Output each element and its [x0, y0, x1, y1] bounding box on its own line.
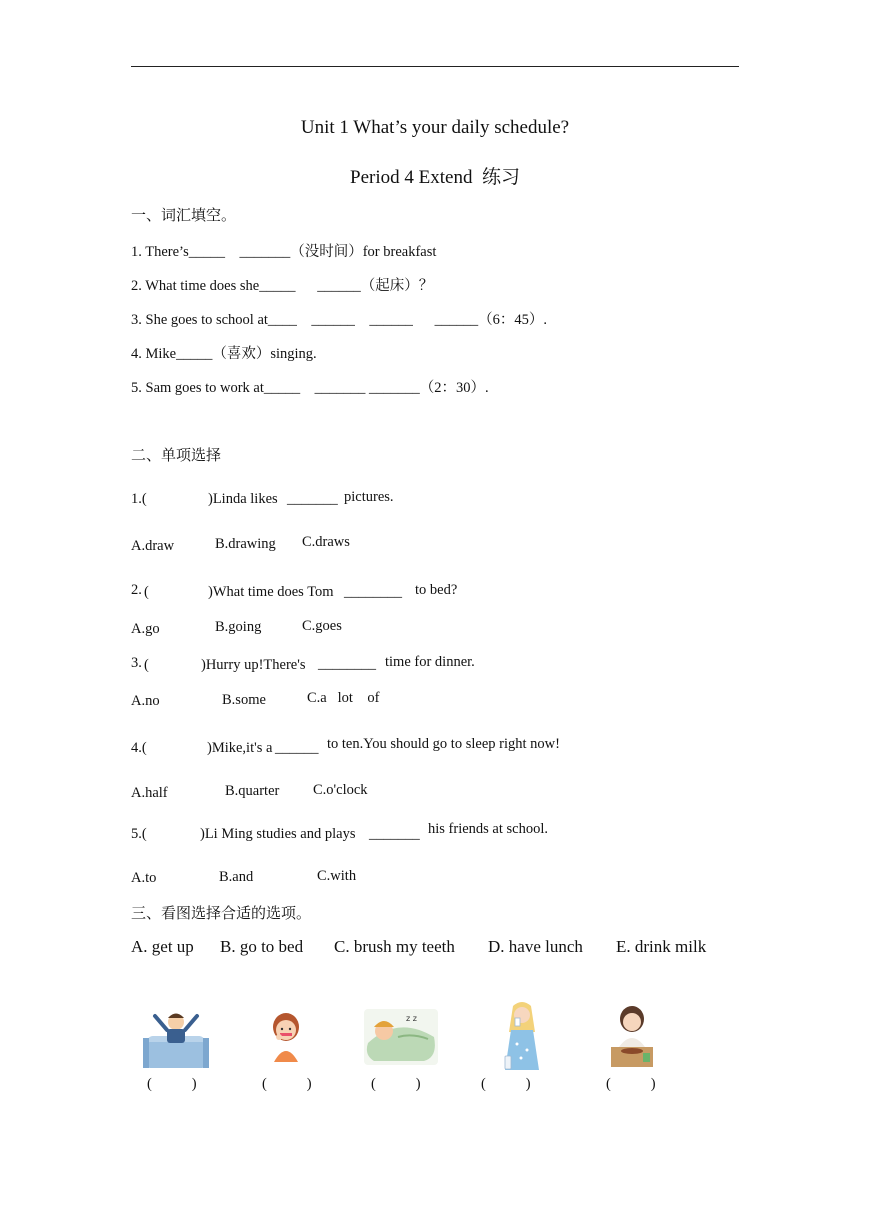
picture-5-answer-paren[interactable]: ( ): [606, 1076, 656, 1092]
choice-b: B. go to bed: [220, 937, 304, 956]
section3-heading: 三、看图选择合适的选项。: [131, 904, 312, 922]
choice-d: D. have lunch: [488, 937, 583, 956]
question-4-option-b: B.quarter: [225, 783, 280, 799]
header-rule: [131, 66, 739, 67]
question-1-blank: _______: [287, 491, 338, 507]
picture-2-answer-paren[interactable]: ( ): [262, 1076, 312, 1092]
picture-4-answer-paren[interactable]: ( ): [481, 1076, 531, 1092]
question-2-option-a: A.go: [131, 621, 160, 637]
question-1-option-a: A.draw: [131, 538, 175, 554]
picture-1-answer-paren[interactable]: ( ): [147, 1076, 197, 1092]
page-title: Unit 1 What’s your daily schedule?: [300, 117, 570, 138]
question-3-option-a: A.no: [131, 693, 160, 709]
choice-e: E. drink milk: [616, 937, 707, 956]
eating-lunch-picture: [607, 1003, 657, 1069]
question-1-number: 1.(: [131, 491, 147, 507]
fill-item-1: 1. There’s_____ _______（没时间）for breakfast: [131, 244, 437, 260]
section1-heading: 一、词汇填空。: [131, 206, 237, 224]
question-3-stem-end: time for dinner.: [385, 654, 475, 670]
question-3-option-b: B.some: [222, 692, 266, 708]
question-5-option-a: A.to: [131, 870, 157, 886]
choice-c: C. brush my teeth: [334, 937, 455, 956]
svg-text:z z: z z: [406, 1014, 417, 1023]
fill-item-2: 2. What time does she_____ ______（起床）？: [131, 278, 434, 294]
question-3-stem: )Hurry up!There's: [201, 657, 306, 673]
question-2-stem-end: to bed?: [415, 582, 458, 598]
waking-up-picture: [143, 1008, 209, 1070]
sleeping-picture: [362, 1003, 440, 1067]
fill-item-3: 3. She goes to school at____ ______ ______ ______（6：45）.: [131, 312, 548, 328]
question-4-stem: )Mike,it's a: [207, 740, 273, 756]
question-4-stem-end: to ten.You should go to sleep right now!: [327, 736, 560, 752]
choice-a: A. get up: [131, 937, 194, 956]
question-5-option-c: C.with: [317, 868, 357, 884]
question-5-option-b: B.and: [219, 869, 254, 885]
question-2-number: 2.: [131, 582, 142, 598]
question-1-stem: )Linda likes: [208, 491, 278, 507]
question-5-number: 5.(: [131, 826, 147, 842]
question-4-number: 4.(: [131, 740, 147, 756]
question-2-blank: ________: [344, 584, 402, 600]
question-3-number: 3.: [131, 655, 142, 671]
question-2-stem: )What time does Tom: [208, 584, 334, 600]
question-3-blank: ________: [318, 656, 376, 672]
question-2-paren: (: [144, 584, 149, 600]
question-3-paren: (: [144, 657, 149, 673]
question-4-blank: ______: [275, 740, 319, 756]
question-5-blank: _______: [369, 826, 420, 842]
page-subtitle: Period 4 Extend 练习: [350, 167, 520, 188]
question-5-stem: )Li Ming studies and plays: [200, 826, 356, 842]
question-2-option-c: C.goes: [302, 618, 342, 634]
section2-heading: 二、单项选择: [131, 446, 222, 464]
fill-item-5: 5. Sam goes to work at_____ _______ _______（2：30）.: [131, 380, 489, 396]
drinking-milk-picture: [499, 1000, 545, 1072]
question-2-option-b: B.going: [215, 619, 262, 635]
brushing-teeth-picture: [266, 1010, 306, 1066]
picture-3-answer-paren[interactable]: ( ): [371, 1076, 421, 1092]
fill-item-4: 4. Mike_____（喜欢）singing.: [131, 346, 317, 362]
question-5-stem-end: his friends at school.: [428, 821, 549, 837]
question-3-option-c: C.a lot of: [307, 690, 380, 706]
question-1-option-c: C.draws: [302, 534, 350, 550]
question-4-option-c: C.o'clock: [313, 782, 368, 798]
question-4-option-a: A.half: [131, 785, 168, 801]
question-1-option-b: B.drawing: [215, 536, 276, 552]
question-1-stem-end: pictures.: [344, 489, 394, 505]
